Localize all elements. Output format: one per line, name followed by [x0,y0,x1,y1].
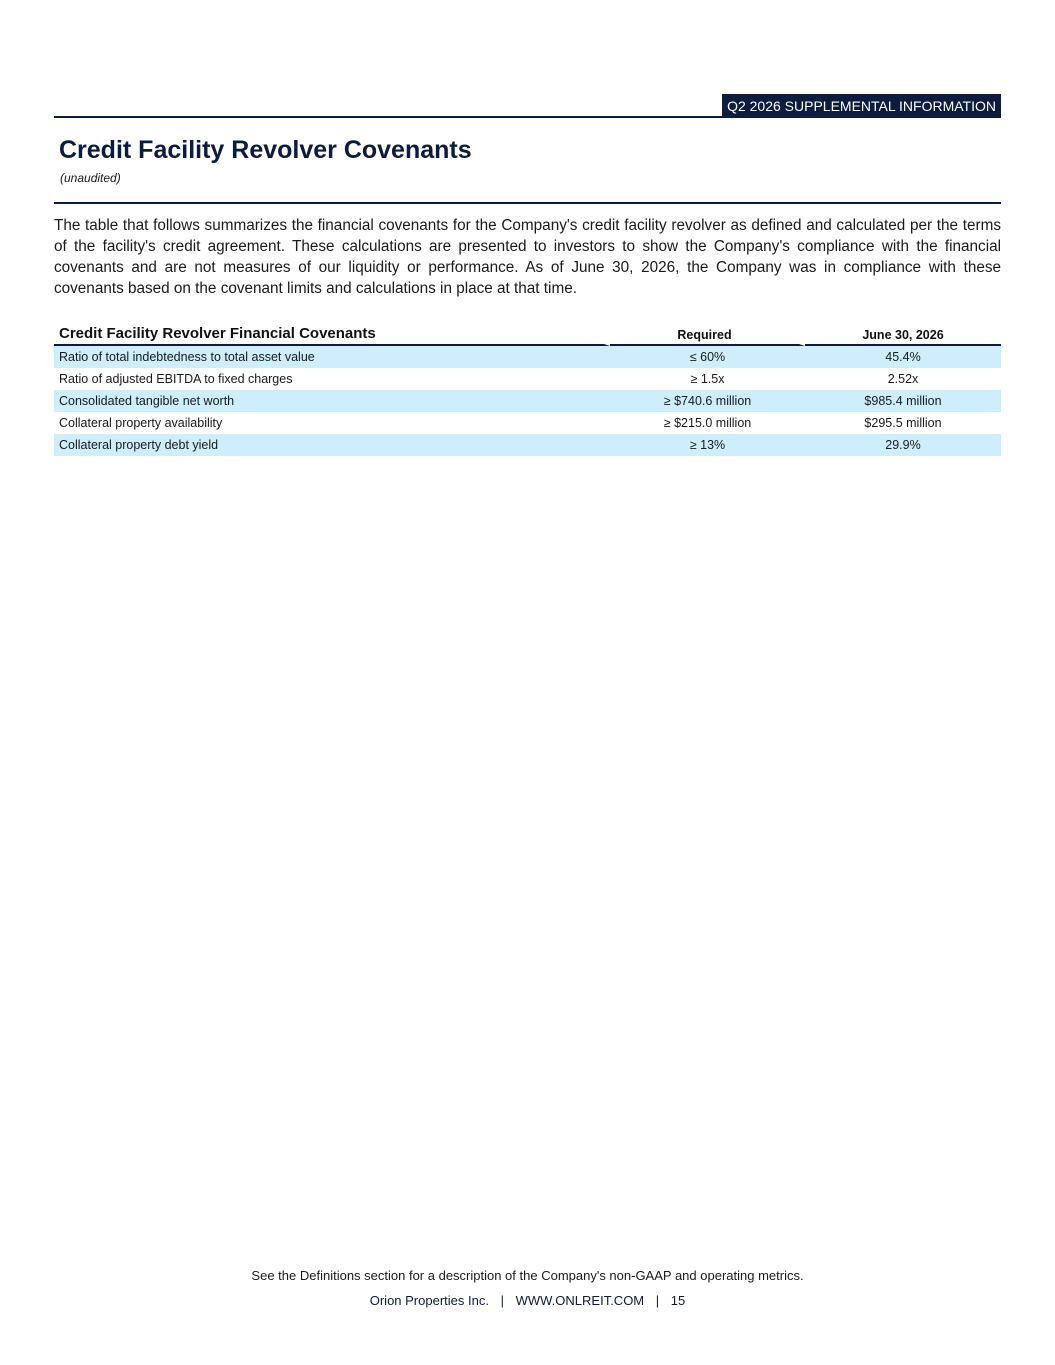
page-title: Credit Facility Revolver Covenants [59,136,472,164]
row-metric: Ratio of adjusted EBITDA to fixed charges [59,372,293,386]
table-header-row [54,318,1001,346]
covenant-table [54,318,1001,456]
table-row [54,368,1001,390]
footer-line [0,1293,1055,1308]
row-metric: Collateral property debt yield [54,434,610,456]
footer-company: Orion Properties Inc. [369,1293,489,1308]
row-value: $985.4 million [805,390,1001,412]
table-row [54,434,1001,456]
row-required: ≥ 1.5x [690,372,725,386]
row-metric: Consolidated tangible net worth [54,390,610,412]
table-header-required: Required [610,318,805,346]
row-metric: Collateral property availability [59,416,223,430]
row-required: ≥ 13% [610,434,805,456]
footer-page-number: 15 [670,1293,686,1308]
table-header-label: Credit Facility Revolver Financial Covenants [54,318,610,346]
row-required: ≥ $215.0 million [663,416,752,430]
table-row [54,390,1001,412]
title-divider [54,202,1001,204]
header-band [54,94,1001,118]
page-subtitle: (unaudited) [60,171,121,185]
footer-note: See the Definitions section for a description of the Company's non-GAAP and operating metrics. [251,1268,804,1283]
footer-website-link[interactable]: WWW.ONLREIT.COM [515,1293,645,1308]
intro-paragraph: The table that follows summarizes the financial covenants for the Company's credit facility revolver as defined and calculated per the terms of the facility's credit agreement. These calculations are presented to investors to show the Company's compliance with the financial covenants and are not measures of our liquidity or performance. As of June 30, 2026, the Company was in compliance with these covenants based on the covenant limits and calculations in place at that time. [54,217,1001,297]
row-value: 29.9% [805,434,1001,456]
row-value: 2.52x [887,372,919,386]
footer-separator: | [500,1293,504,1308]
header-tag: Q2 2026 SUPPLEMENTAL INFORMATION [722,94,1001,118]
row-required: ≤ 60% [610,346,805,368]
table-header-date: June 30, 2026 [805,318,1001,346]
table-row [54,412,1001,434]
row-metric: Ratio of total indebtedness to total asset value [54,346,610,368]
row-value: 45.4% [805,346,1001,368]
row-required: ≥ $740.6 million [610,390,805,412]
footer-separator: | [655,1293,660,1308]
table-row [54,346,1001,368]
row-value: $295.5 million [864,416,942,430]
